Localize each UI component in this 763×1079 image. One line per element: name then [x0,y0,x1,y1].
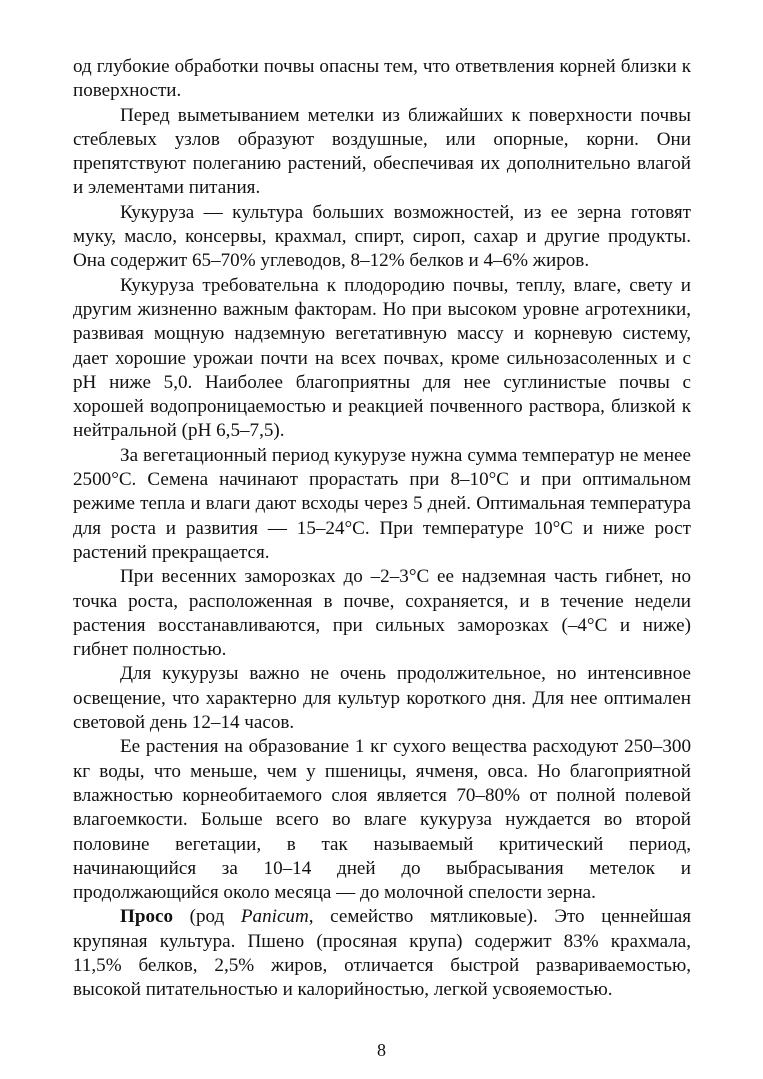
paragraph-light: Для кукурузы важно не очень продолжительное, но интенсивное освещение, что характерно для культур короткого дня. Для нее оптимален световой день 12–14 часов. [73,663,691,734]
paragraph-corn-temperature: За вегетационный период кукурузе нужна сумма температур не менее 2500°С. Семена начинают прорастать при 8–10°С и при оптимальном режиме тепла и влаги дают всходы через 5 дней. Оптимальная температура для роста и развития — 15–24°С. При температуре 10°С и ниже рост растений прекращается. [73,444,691,563]
paragraph-corn-products: Кукуруза — культура больших возможностей, из ее зерна готовят муку, масло, консервы, крахмал, спирт, сироп, сахар и другие продукты. Она содержит 65–70% углеводов, 8–12% белков и 4–6% жиров. [73,201,691,272]
paragraph-spring-frost: При весенних заморозках до –2–3°С ее надземная часть гибнет, но точка роста, расположенная в почве, сохраняется, и в течение недели растения восстанавливаются, при сильных заморозках (–4°С и ниже) гибнет полностью. [73,566,691,661]
paragraph-proso [73,905,691,1002]
paragraph-aerial-roots: Перед выметыванием метелки из ближайших к поверхности почвы стеблевых узлов образуют воздушные, или опорные, корни. Они препятствуют полеганию растений, обеспечивая их дополнительно влагой и элементами питания. [73,104,691,199]
proso-text-before: (род [173,906,241,928]
proso-term: Просо [120,906,174,928]
paragraph-continuation: од глубокие обработки почвы опасны тем, что ответвления корней близки к поверхности. [73,56,691,102]
page-body [73,55,691,1003]
paragraph-corn-soil: Кукуруза требовательна к плодородию почвы, теплу, влаге, свету и другим жизненно важным факторам. Но при высоком уровне агротехники, развивая мощную надземную вегетативную массу и корневую систему, дает хорошие урожаи почти на всех почвах, кроме сильнозасоленных и с pH ниже 5,0. Наиболее благоприятны для нее суглинистые почвы с хорошей водопроницаемостью и реакцией почвенного раствора, близкой к нейтральной (pH 6,5–7,5). [73,274,691,442]
proso-text-after: , семейство мятликовые). Это ценнейшая крупяная культура. Пшено (просяная крупа) содержит 83% крахмала, 11,5% белков, 2,5% жиров, отличается быстрой развариваемостью, высокой питательностью и калорийностью, легкой усвояемостью. [73,906,691,1001]
page-number: 8 [377,1040,386,1060]
panicum-term: Panicum [240,906,309,928]
paragraph-water: Ее растения на образование 1 кг сухого вещества расходуют 250–300 кг воды, что меньше, чем у пшеницы, ячменя, овса. Но благоприятной влажностью корнеобитаемого слоя является 70–80% от полной полевой влагоемкости. Больше всего во влаге кукуруза нуждается во второй половине вегетации, в так называемый критический период, начинающийся за 10–14 дней до выбрасывания метелок и продолжающийся около месяца — до молочной спелости зерна. [73,736,691,904]
